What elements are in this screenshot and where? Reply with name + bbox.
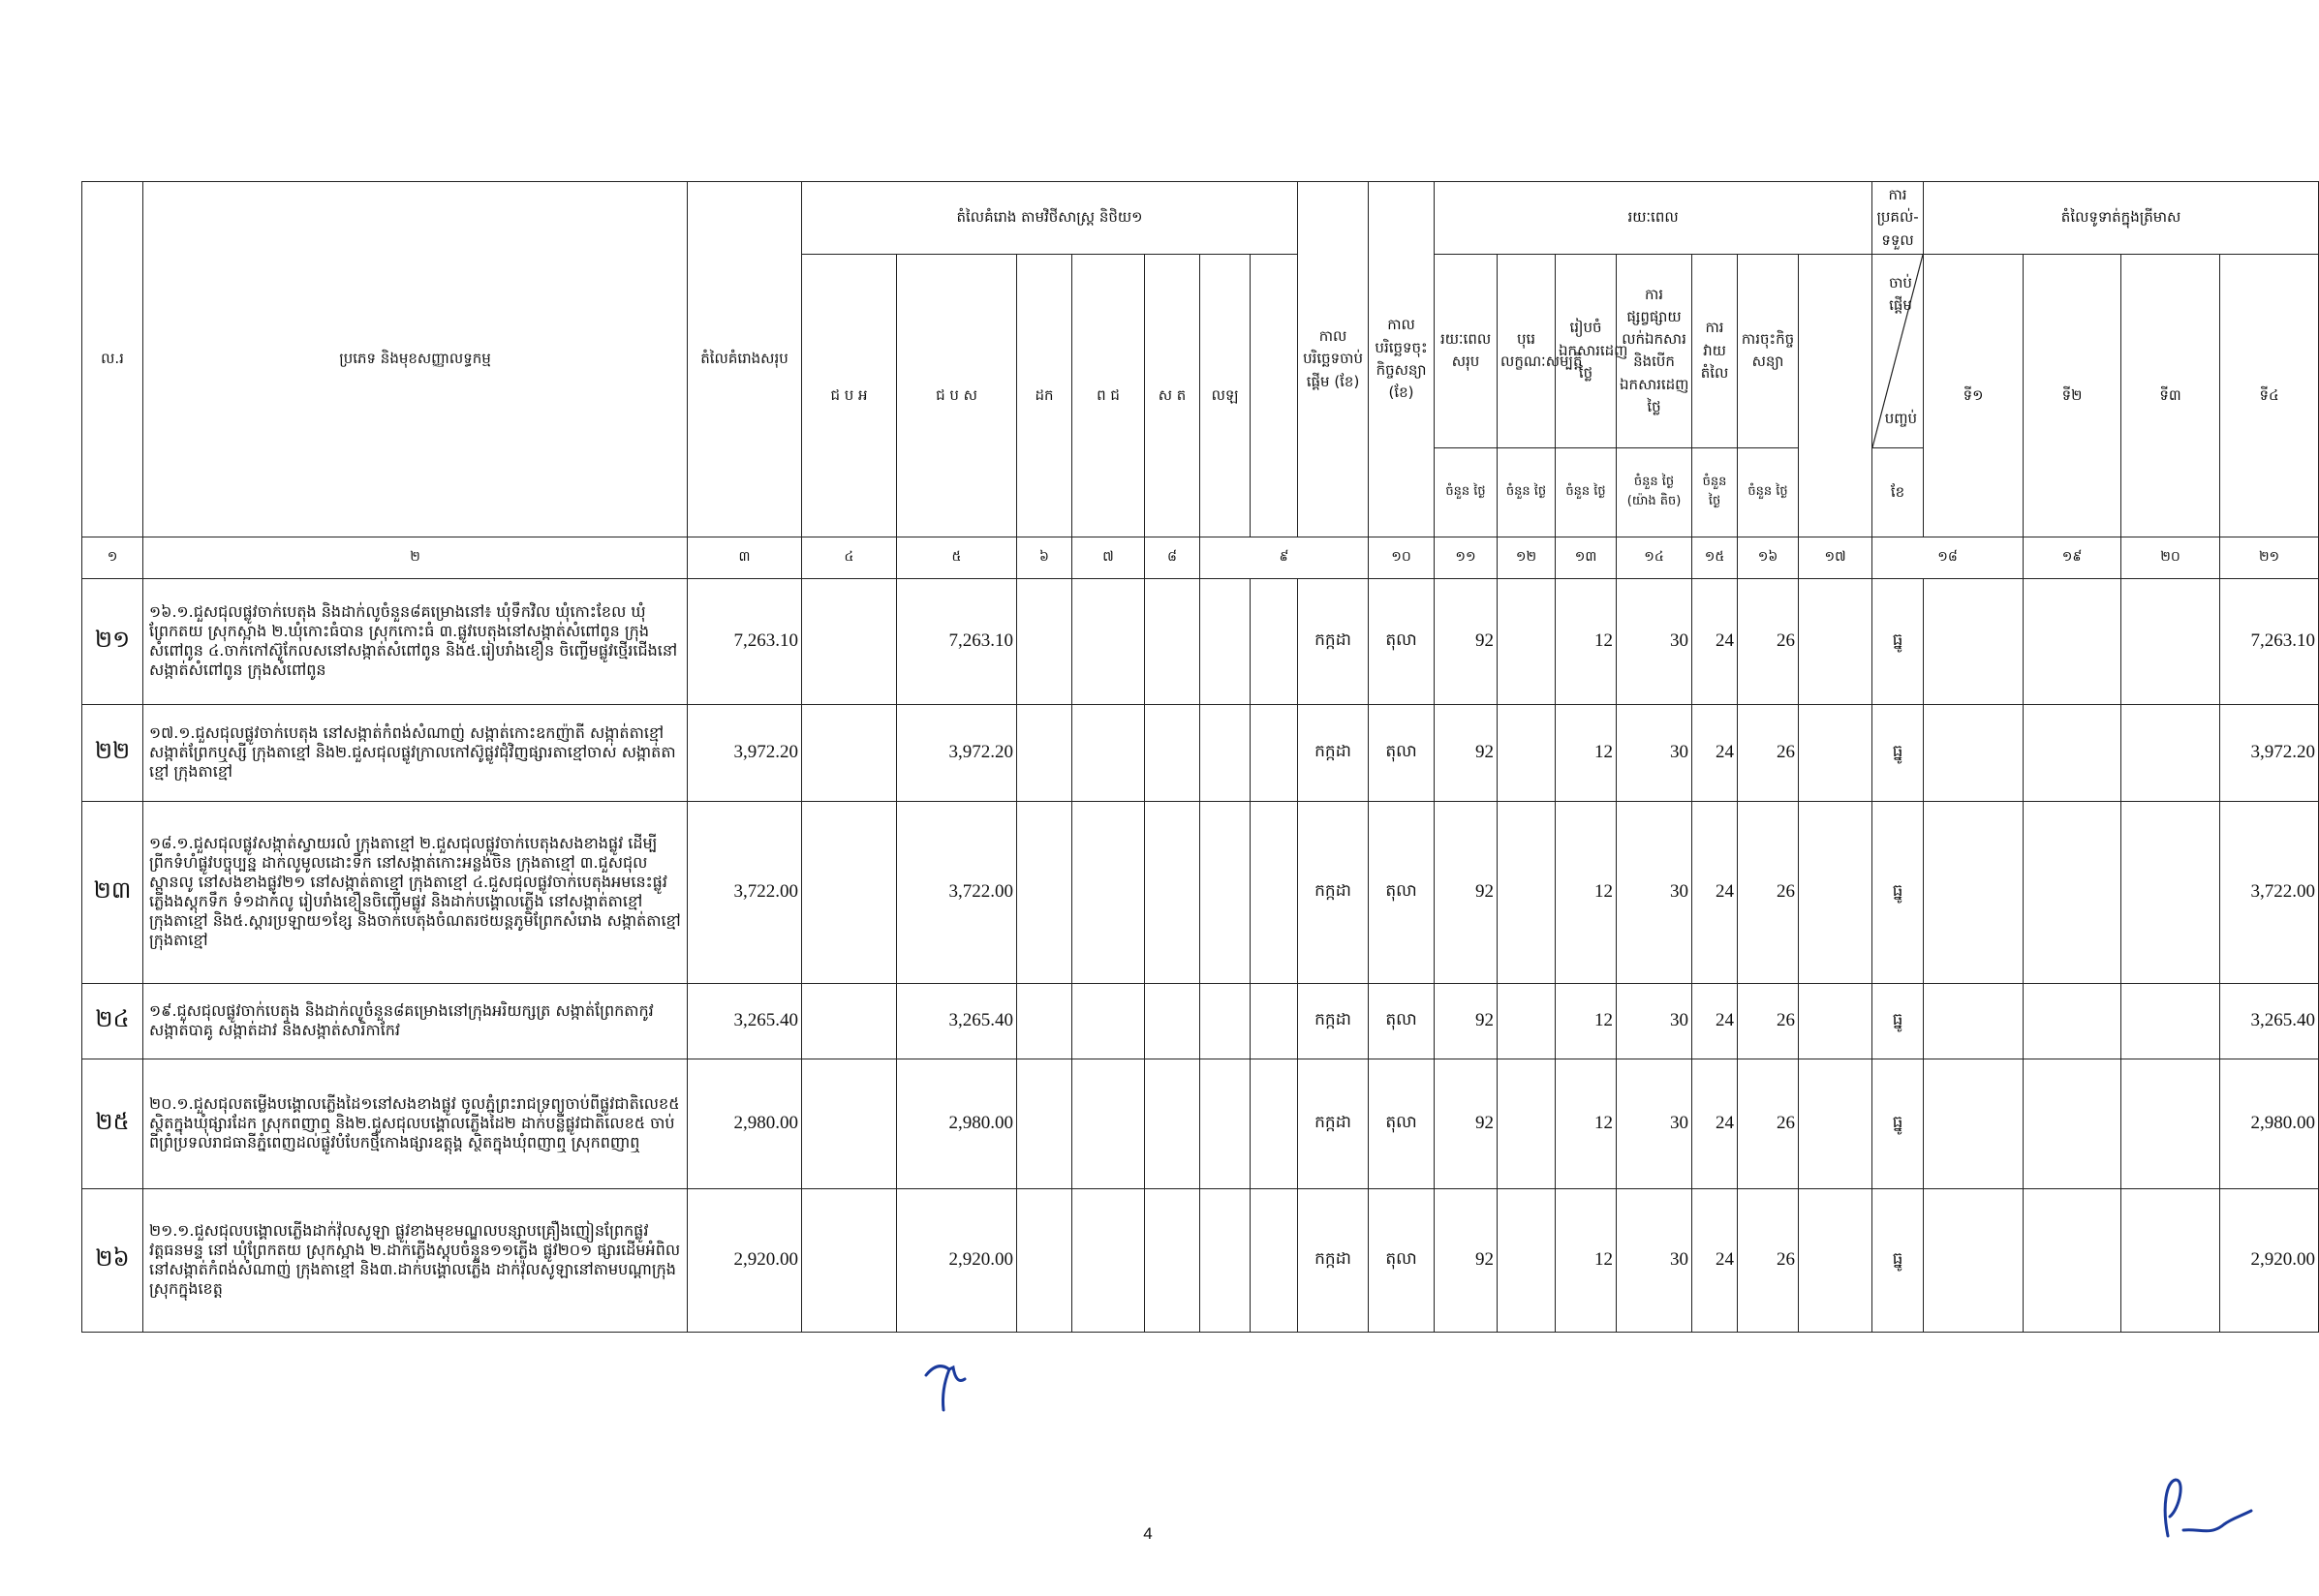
row-q3 — [2121, 983, 2220, 1059]
column-index-cell: ៩ — [1200, 537, 1369, 578]
row-dur-announce: 30 — [1617, 704, 1692, 801]
row-src5 — [1145, 801, 1200, 983]
column-index-cell: ៦ — [1017, 537, 1072, 578]
row-q2 — [2024, 1059, 2121, 1188]
row-src2: 3,265.40 — [897, 983, 1017, 1059]
row-src1 — [802, 704, 897, 801]
row-dur-prequal — [1498, 1059, 1556, 1188]
row-src3 — [1017, 1059, 1072, 1188]
row-src2: 3,722.00 — [897, 801, 1017, 983]
row-q3 — [2121, 1188, 2220, 1332]
row-dur-announce: 30 — [1617, 578, 1692, 704]
table-row — [82, 983, 2319, 1059]
row-src5 — [1145, 578, 1200, 704]
row-dur-announce: 30 — [1617, 1059, 1692, 1188]
row-src1 — [802, 1059, 897, 1188]
row-start-period: កក្កដា — [1298, 704, 1369, 801]
row-src2: 2,980.00 — [897, 1059, 1017, 1188]
row-contract-period: តុលា — [1369, 801, 1435, 983]
row-src-blank — [1251, 578, 1298, 704]
row-src5 — [1145, 983, 1200, 1059]
row-dur-blank — [1799, 1188, 1872, 1332]
row-src1 — [802, 801, 897, 983]
row-src4 — [1072, 983, 1145, 1059]
row-number: ២៣ — [82, 801, 143, 983]
column-index-cell: ១០ — [1369, 537, 1435, 578]
row-dur-prequal — [1498, 983, 1556, 1059]
header-unit-days: ចំនួន ថ្ងៃ — [1556, 447, 1617, 537]
row-number: ២៦ — [82, 1188, 143, 1332]
row-dur-total: 92 — [1435, 704, 1498, 801]
row-q3 — [2121, 801, 2220, 983]
row-src-blank — [1251, 801, 1298, 983]
column-index-cell: ២០ — [2121, 537, 2220, 578]
row-src4 — [1072, 1059, 1145, 1188]
row-src-blank — [1251, 1059, 1298, 1188]
row-src-blank — [1251, 983, 1298, 1059]
row-src6 — [1200, 704, 1251, 801]
row-src6 — [1200, 1188, 1251, 1332]
header-dur-blank — [1799, 254, 1872, 537]
header-no: ល.រ — [82, 182, 143, 537]
row-start-period: កក្កដា — [1298, 801, 1369, 983]
row-number: ២៥ — [82, 1059, 143, 1188]
row-dur-prepare: 12 — [1556, 983, 1617, 1059]
row-handover: ធ្នូ — [1872, 1059, 1924, 1188]
row-start-period: កក្កដា — [1298, 1188, 1369, 1332]
header-dur-announce: ការផ្សព្វផ្សាយលក់ឯកសារ និងបើកឯកសារដេញថ្លៃ — [1617, 254, 1692, 447]
header-unit-days: ចំនួន ថ្ងៃ — [1692, 447, 1738, 537]
row-dur-announce: 30 — [1617, 983, 1692, 1059]
table-row — [82, 578, 2319, 704]
column-index-cell: ៥ — [897, 537, 1017, 578]
header-q1: ទី១ — [1924, 254, 2024, 537]
header-src5: ស ត — [1145, 254, 1200, 537]
row-q4: 3,722.00 — [2220, 801, 2319, 983]
column-index-cell: ៤ — [802, 537, 897, 578]
row-dur-total: 92 — [1435, 578, 1498, 704]
row-handover: ធ្នូ — [1872, 1188, 1924, 1332]
row-src6 — [1200, 1059, 1251, 1188]
header-duration: រយៈពេល — [1435, 182, 1872, 255]
header-unit-days: ចំនួន ថ្ងៃ — [1435, 447, 1498, 537]
column-index-cell: ១១ — [1435, 537, 1498, 578]
table-row — [82, 1059, 2319, 1188]
row-dur-prepare: 12 — [1556, 1188, 1617, 1332]
row-dur-contract: 26 — [1738, 1059, 1799, 1188]
row-dur-blank — [1799, 578, 1872, 704]
row-q1 — [1924, 983, 2024, 1059]
row-q2 — [2024, 983, 2121, 1059]
header-total-value: តំលៃគំរោងសរុប — [688, 182, 802, 537]
row-src6 — [1200, 983, 1251, 1059]
header-dur-total: រយៈពេលសរុប — [1435, 254, 1498, 447]
row-q1 — [1924, 578, 2024, 704]
header-unit-days: ចំនួន ថ្ងៃ — [1738, 447, 1799, 537]
row-src6 — [1200, 578, 1251, 704]
row-dur-total: 92 — [1435, 1059, 1498, 1188]
row-total-value: 3,972.20 — [688, 704, 802, 801]
row-start-period: កក្កដា — [1298, 1059, 1369, 1188]
row-dur-prepare: 12 — [1556, 1059, 1617, 1188]
row-dur-evaluate: 24 — [1692, 983, 1738, 1059]
header-src3: ដក — [1017, 254, 1072, 537]
row-start-period: កក្កដា — [1298, 983, 1369, 1059]
header-handover-start-end — [1872, 254, 1924, 447]
row-dur-contract: 26 — [1738, 801, 1799, 983]
header-project-type: ប្រភេទ និងមុខសញ្ញាលទ្ធកម្ម — [143, 182, 688, 537]
header-handover-start: ចាប់ផ្តើម — [1889, 273, 1912, 314]
row-total-value: 7,263.10 — [688, 578, 802, 704]
header-handover: ការប្រគល់-ទទួល — [1872, 182, 1924, 255]
row-src3 — [1017, 801, 1072, 983]
row-q1 — [1924, 1059, 2024, 1188]
header-col-blank — [1251, 254, 1298, 537]
header-src4: ព ជ — [1072, 254, 1145, 537]
row-q1 — [1924, 1188, 2024, 1332]
procurement-plan-table — [81, 181, 2316, 1333]
row-handover: ធ្នូ — [1872, 704, 1924, 801]
row-dur-prequal — [1498, 801, 1556, 983]
row-q2 — [2024, 578, 2121, 704]
header-handover-unit: ខែ — [1872, 447, 1924, 537]
row-description: ២០.១.ជួសជុលតម្លើងបង្គោលភ្លើងដៃ១នៅសងខាងផ្លូវ ចូលភ្នំព្រះរាជទ្រព្យចាប់ពីផ្លូវជាតិលេខ៥ ស្ថិតក្នុងឃុំផ្សារដែក ស្រុកពញាឮ និង២.ជួសជុលបង្គោលភ្លើងដៃ២ ដាក់បន្លឺផ្លូវជាតិលេខ៥ ចាប់ពីព្រំប្រទល់រាជធានីភ្នំពេញដល់ផ្លូវបំបែកថ្មីកោងផ្សារឧត្តុង្គ ស្ថិតក្នុងឃុំពញាឮ ស្រុកពញាឮ — [143, 1059, 688, 1188]
header-dur-prequal: បុរេលក្ខណៈសម្បត្តិ — [1498, 254, 1556, 447]
row-description: ១៧.១.ជួសជុលផ្លូវចាក់បេតុង នៅសង្កាត់កំពង់សំណាញ់ សង្កាត់កោះឧកញ៉ាតី សង្កាត់តាខ្មៅ សង្កាត់ព្រែកឬស្សី ក្រុងតាខ្មៅ និង២.ជួសជុលផ្លូវក្រាលកៅស៊ូផ្លូវជុំវិញផ្សារតាខ្មៅចាស់ សង្កាត់តាខ្មៅ ក្រុងតាខ្មៅ — [143, 704, 688, 801]
header-unit-days: ចំនួន ថ្ងៃ — [1498, 447, 1556, 537]
row-total-value: 2,920.00 — [688, 1188, 802, 1332]
row-src2: 3,972.20 — [897, 704, 1017, 801]
row-src6 — [1200, 801, 1251, 983]
row-handover: ធ្នូ — [1872, 578, 1924, 704]
row-q1 — [1924, 704, 2024, 801]
row-q4: 2,920.00 — [2220, 1188, 2319, 1332]
row-dur-total: 92 — [1435, 1188, 1498, 1332]
row-total-value: 3,265.40 — [688, 983, 802, 1059]
header-src1: ជ ប អ — [802, 254, 897, 537]
row-src1 — [802, 578, 897, 704]
column-index-cell: ១៩ — [2024, 537, 2121, 578]
row-src-blank — [1251, 1188, 1298, 1332]
row-src1 — [802, 1188, 897, 1332]
row-handover: ធ្នូ — [1872, 983, 1924, 1059]
row-dur-blank — [1799, 801, 1872, 983]
row-q2 — [2024, 704, 2121, 801]
row-contract-period: តុលា — [1369, 1059, 1435, 1188]
header-q4: ទី៤ — [2220, 254, 2319, 537]
header-dur-evaluate: ការវាយតំលៃ — [1692, 254, 1738, 447]
row-q4: 3,972.20 — [2220, 704, 2319, 801]
row-src4 — [1072, 578, 1145, 704]
row-dur-total: 92 — [1435, 801, 1498, 983]
column-index-cell: ១ — [82, 537, 143, 578]
row-src4 — [1072, 704, 1145, 801]
row-contract-period: តុលា — [1369, 983, 1435, 1059]
signature-mark-icon — [2150, 1468, 2257, 1546]
row-q1 — [1924, 801, 2024, 983]
row-dur-evaluate: 24 — [1692, 1188, 1738, 1332]
row-start-period: កក្កដា — [1298, 578, 1369, 704]
header-unit-days-min: ចំនួន ថ្ងៃ (យ៉ាង តិច) — [1617, 447, 1692, 537]
column-index-cell: ១៨ — [1872, 537, 2024, 578]
row-src3 — [1017, 578, 1072, 704]
row-description: ១៩.ជួសជុលផ្លូវចាក់បេតុង និងដាក់លូចំនួន៨គម្រោងនៅក្រុងអរិយក្សត្រ សង្កាត់ព្រែកតាកូវ សង្កាត់បាគូ សង្កាត់ដាវ និងសង្កាត់សារិកាកែវ — [143, 983, 688, 1059]
row-total-value: 2,980.00 — [688, 1059, 802, 1188]
row-dur-contract: 26 — [1738, 578, 1799, 704]
header-start-period: កាលបរិច្ឆេទចាប់ផ្តើម (ខែ) — [1298, 182, 1369, 537]
row-dur-prequal — [1498, 578, 1556, 704]
row-src3 — [1017, 983, 1072, 1059]
row-dur-announce: 30 — [1617, 1188, 1692, 1332]
page-number: 4 — [1143, 1524, 1153, 1543]
row-src-blank — [1251, 704, 1298, 801]
header-handover-end: បញ្ចប់ — [1884, 409, 1918, 427]
row-dur-evaluate: 24 — [1692, 801, 1738, 983]
column-index-cell: ៧ — [1072, 537, 1145, 578]
column-index-cell: ១៣ — [1556, 537, 1617, 578]
row-handover: ធ្នូ — [1872, 801, 1924, 983]
row-dur-blank — [1799, 1059, 1872, 1188]
column-index-cell: ២ — [143, 537, 688, 578]
row-total-value: 3,722.00 — [688, 801, 802, 983]
row-dur-prepare: 12 — [1556, 704, 1617, 801]
row-src1 — [802, 983, 897, 1059]
row-src5 — [1145, 704, 1200, 801]
header-payment: តំលៃទូទាត់ក្នុងត្រីមាស — [1924, 182, 2319, 255]
row-src2: 2,920.00 — [897, 1188, 1017, 1332]
row-q3 — [2121, 1059, 2220, 1188]
row-dur-evaluate: 24 — [1692, 704, 1738, 801]
row-dur-announce: 30 — [1617, 801, 1692, 983]
column-index-cell: ១៧ — [1799, 537, 1872, 578]
header-by-source: តំលៃគំរោង តាមវិថីសាស្រ្ត និថិយ១ — [802, 182, 1298, 255]
row-dur-total: 92 — [1435, 983, 1498, 1059]
row-number: ២៤ — [82, 983, 143, 1059]
row-dur-contract: 26 — [1738, 704, 1799, 801]
row-src3 — [1017, 704, 1072, 801]
row-dur-evaluate: 24 — [1692, 578, 1738, 704]
initials-signature-icon — [920, 1354, 978, 1414]
column-index-cell: ៣ — [688, 537, 802, 578]
header-q3: ទី៣ — [2121, 254, 2220, 537]
column-index-cell: ១២ — [1498, 537, 1556, 578]
row-q2 — [2024, 801, 2121, 983]
column-index-cell: ២១ — [2220, 537, 2319, 578]
row-q3 — [2121, 704, 2220, 801]
row-q2 — [2024, 1188, 2121, 1332]
column-index-cell: ១៥ — [1692, 537, 1738, 578]
row-contract-period: តុលា — [1369, 704, 1435, 801]
row-dur-prepare: 12 — [1556, 578, 1617, 704]
header-dur-contract: ការចុះកិច្ចសន្យា — [1738, 254, 1799, 447]
row-dur-prepare: 12 — [1556, 801, 1617, 983]
row-contract-period: តុលា — [1369, 578, 1435, 704]
row-src5 — [1145, 1188, 1200, 1332]
header-src6: លឡ — [1200, 254, 1251, 537]
header-contract-period: កាលបរិច្ឆេទចុះកិច្ចសន្យា (ខែ) — [1369, 182, 1435, 537]
header-src2: ជ ប ស — [897, 254, 1017, 537]
row-number: ២២ — [82, 704, 143, 801]
row-q4: 3,265.40 — [2220, 983, 2319, 1059]
row-src3 — [1017, 1188, 1072, 1332]
row-dur-blank — [1799, 704, 1872, 801]
column-index-row — [82, 537, 2319, 578]
row-q3 — [2121, 578, 2220, 704]
row-src4 — [1072, 1188, 1145, 1332]
table-row — [82, 801, 2319, 983]
row-dur-evaluate: 24 — [1692, 1059, 1738, 1188]
row-description: ១៨.១.ជួសជុលផ្លូវសង្កាត់ស្វាយរលំ ក្រុងតាខ្មៅ ២.ជួសជុលផ្លូវចាក់បេតុងសងខាងផ្លូវ ដើម្បីព្រីកទំហំផ្លូវបច្ចុប្បន្ន ដាក់លូមូលដោះទឹក នៅសង្កាត់កោះអន្លង់ចិន ក្រុងតាខ្មៅ ៣.ជួសជុលស្ពានលូ នៅសងខាងផ្លូវ២១ នៅសង្កាត់តាខ្មៅ ក្រុងតាខ្មៅ ៤.ជួសជុលផ្លូវចាក់បេតុងអមនេះផ្លូវភ្លើងងស្តុកទឹក ទំ១ដាក់លូ រៀបរាំងខឿនចិញ្ចើមផ្លូវ និងដាក់បង្គោលភ្លើង នៅសង្កាត់តាខ្មៅ ក្រុងតាខ្មៅ និង៥.ស្តារប្រឡាយ១ខ្សែ និងចាក់បេតុងចំណតរថយន្តភូមិព្រែកសំរោង សង្កាត់តាខ្មៅ ក្រុងតាខ្មៅ — [143, 801, 688, 983]
row-description: ២១.១.ជួសជុលបង្គោលភ្លើងដាក់វ៉ុលសូឡា ផ្លូវខាងមុខមណ្ឌលបន្សាបគ្រឿងញៀនព្រែកផ្លូវវត្តធនមន្ទ នៅ ឃុំព្រែកតយ ស្រុកស្អាង ២.ដាក់ភ្លើងស្តុបចំនួន១១ភ្លើង ផ្លូវ២០១ ផ្សារដើមអំពិល នៅសង្កាត់កំពង់សំណាញ់ ក្រុងតាខ្មៅ និង៣.ដាក់បង្គោលភ្លើង ដាក់វ៉ុលសូឡានៅតាមបណ្ដាក្រុងស្រុកក្នុងខេត្ត — [143, 1188, 688, 1332]
row-q4: 2,980.00 — [2220, 1059, 2319, 1188]
row-dur-contract: 26 — [1738, 1188, 1799, 1332]
row-contract-period: តុលា — [1369, 1188, 1435, 1332]
row-src2: 7,263.10 — [897, 578, 1017, 704]
column-index-cell: ៨ — [1145, 537, 1200, 578]
row-dur-contract: 26 — [1738, 983, 1799, 1059]
row-dur-prequal — [1498, 1188, 1556, 1332]
header-q2: ទី២ — [2024, 254, 2121, 537]
row-src5 — [1145, 1059, 1200, 1188]
table-row — [82, 1188, 2319, 1332]
table-row — [82, 704, 2319, 801]
header-dur-prepare: រៀបចំឯកសារដេញថ្លៃ — [1556, 254, 1617, 447]
row-description: ១៦.១.ជួសជុលផ្លូវចាក់បេតុង និងដាក់លូចំនួន៨គម្រោងនៅ៖ ឃុំទឹកវិល ឃុំកោះខែល ឃុំព្រែកតយ ស្រុកស្អាង ២.ឃុំកោះធំបាន ស្រុកកោះធំ ៣.ផ្លូវបេតុងនៅសង្កាត់សំពៅពូន ក្រុងសំពៅពូន ៤.ចាក់កៅស៊ូកែលសនៅសង្កាត់សំពៅពូន និង៥.រៀបរាំងខឿន ចិញ្ចើមផ្លូវថ្មើរជើងនៅសង្កាត់សំពៅពូន ក្រុងសំពៅពូន — [143, 578, 688, 704]
row-q4: 7,263.10 — [2220, 578, 2319, 704]
table-body — [82, 537, 2319, 1332]
row-dur-prequal — [1498, 704, 1556, 801]
column-index-cell: ១៤ — [1617, 537, 1692, 578]
row-dur-blank — [1799, 983, 1872, 1059]
row-src4 — [1072, 801, 1145, 983]
row-number: ២១ — [82, 578, 143, 704]
column-index-cell: ១៦ — [1738, 537, 1799, 578]
